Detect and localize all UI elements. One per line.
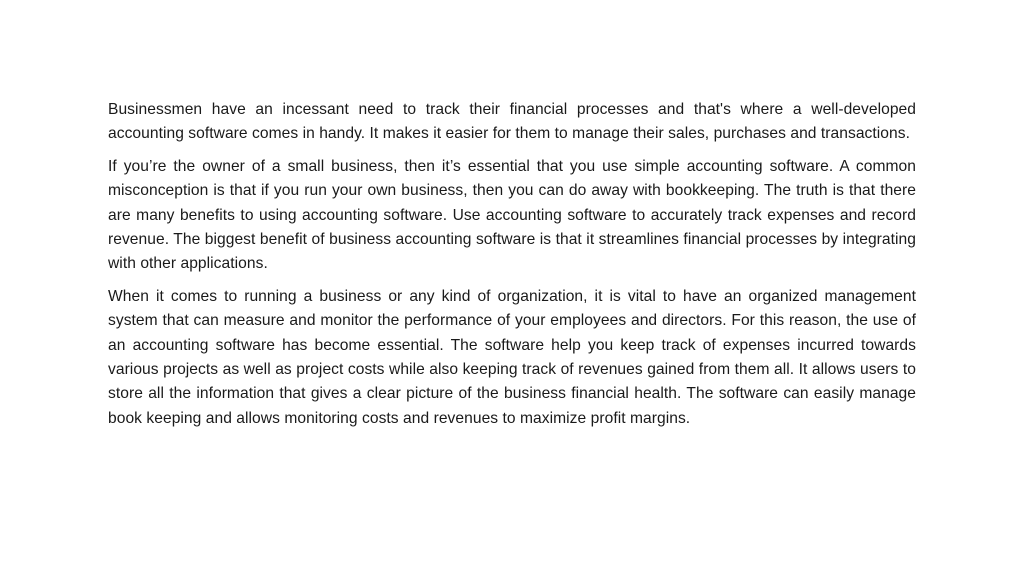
paragraph-2: If you’re the owner of a small business, then it’s essential that you use simple accounting software. A common misconception is that if you run your own business, then you can do away with bookkeeping. The truth is that there are many benefits to using accounting software. Use accounting software to accurately track expenses and record revenue. The biggest benefit of business accounting software is that it streamlines financial processes by integrating with other applications. — [108, 158, 916, 273]
paragraph-1: Businessmen have an incessant need to track their financial processes and that's where a well-developed accounting software comes in handy. It makes it easier for them to manage their sales, purchases and transactions. — [108, 101, 916, 143]
paragraph-3: When it comes to running a business or any kind of organization, it is vital to have an organized management system that can measure and monitor the performance of your employees and directors. For this reason, the use of an accounting software has become essential. The software help you keep track of expenses incurred towards various projects as well as project costs while also keeping track of revenues gained from them all. It allows users to store all the information that gives a clear picture of the business financial health. The software can easily manage book keeping and allows monitoring costs and revenues to maximize profit margins. — [108, 288, 916, 427]
body-text — [108, 98, 916, 439]
